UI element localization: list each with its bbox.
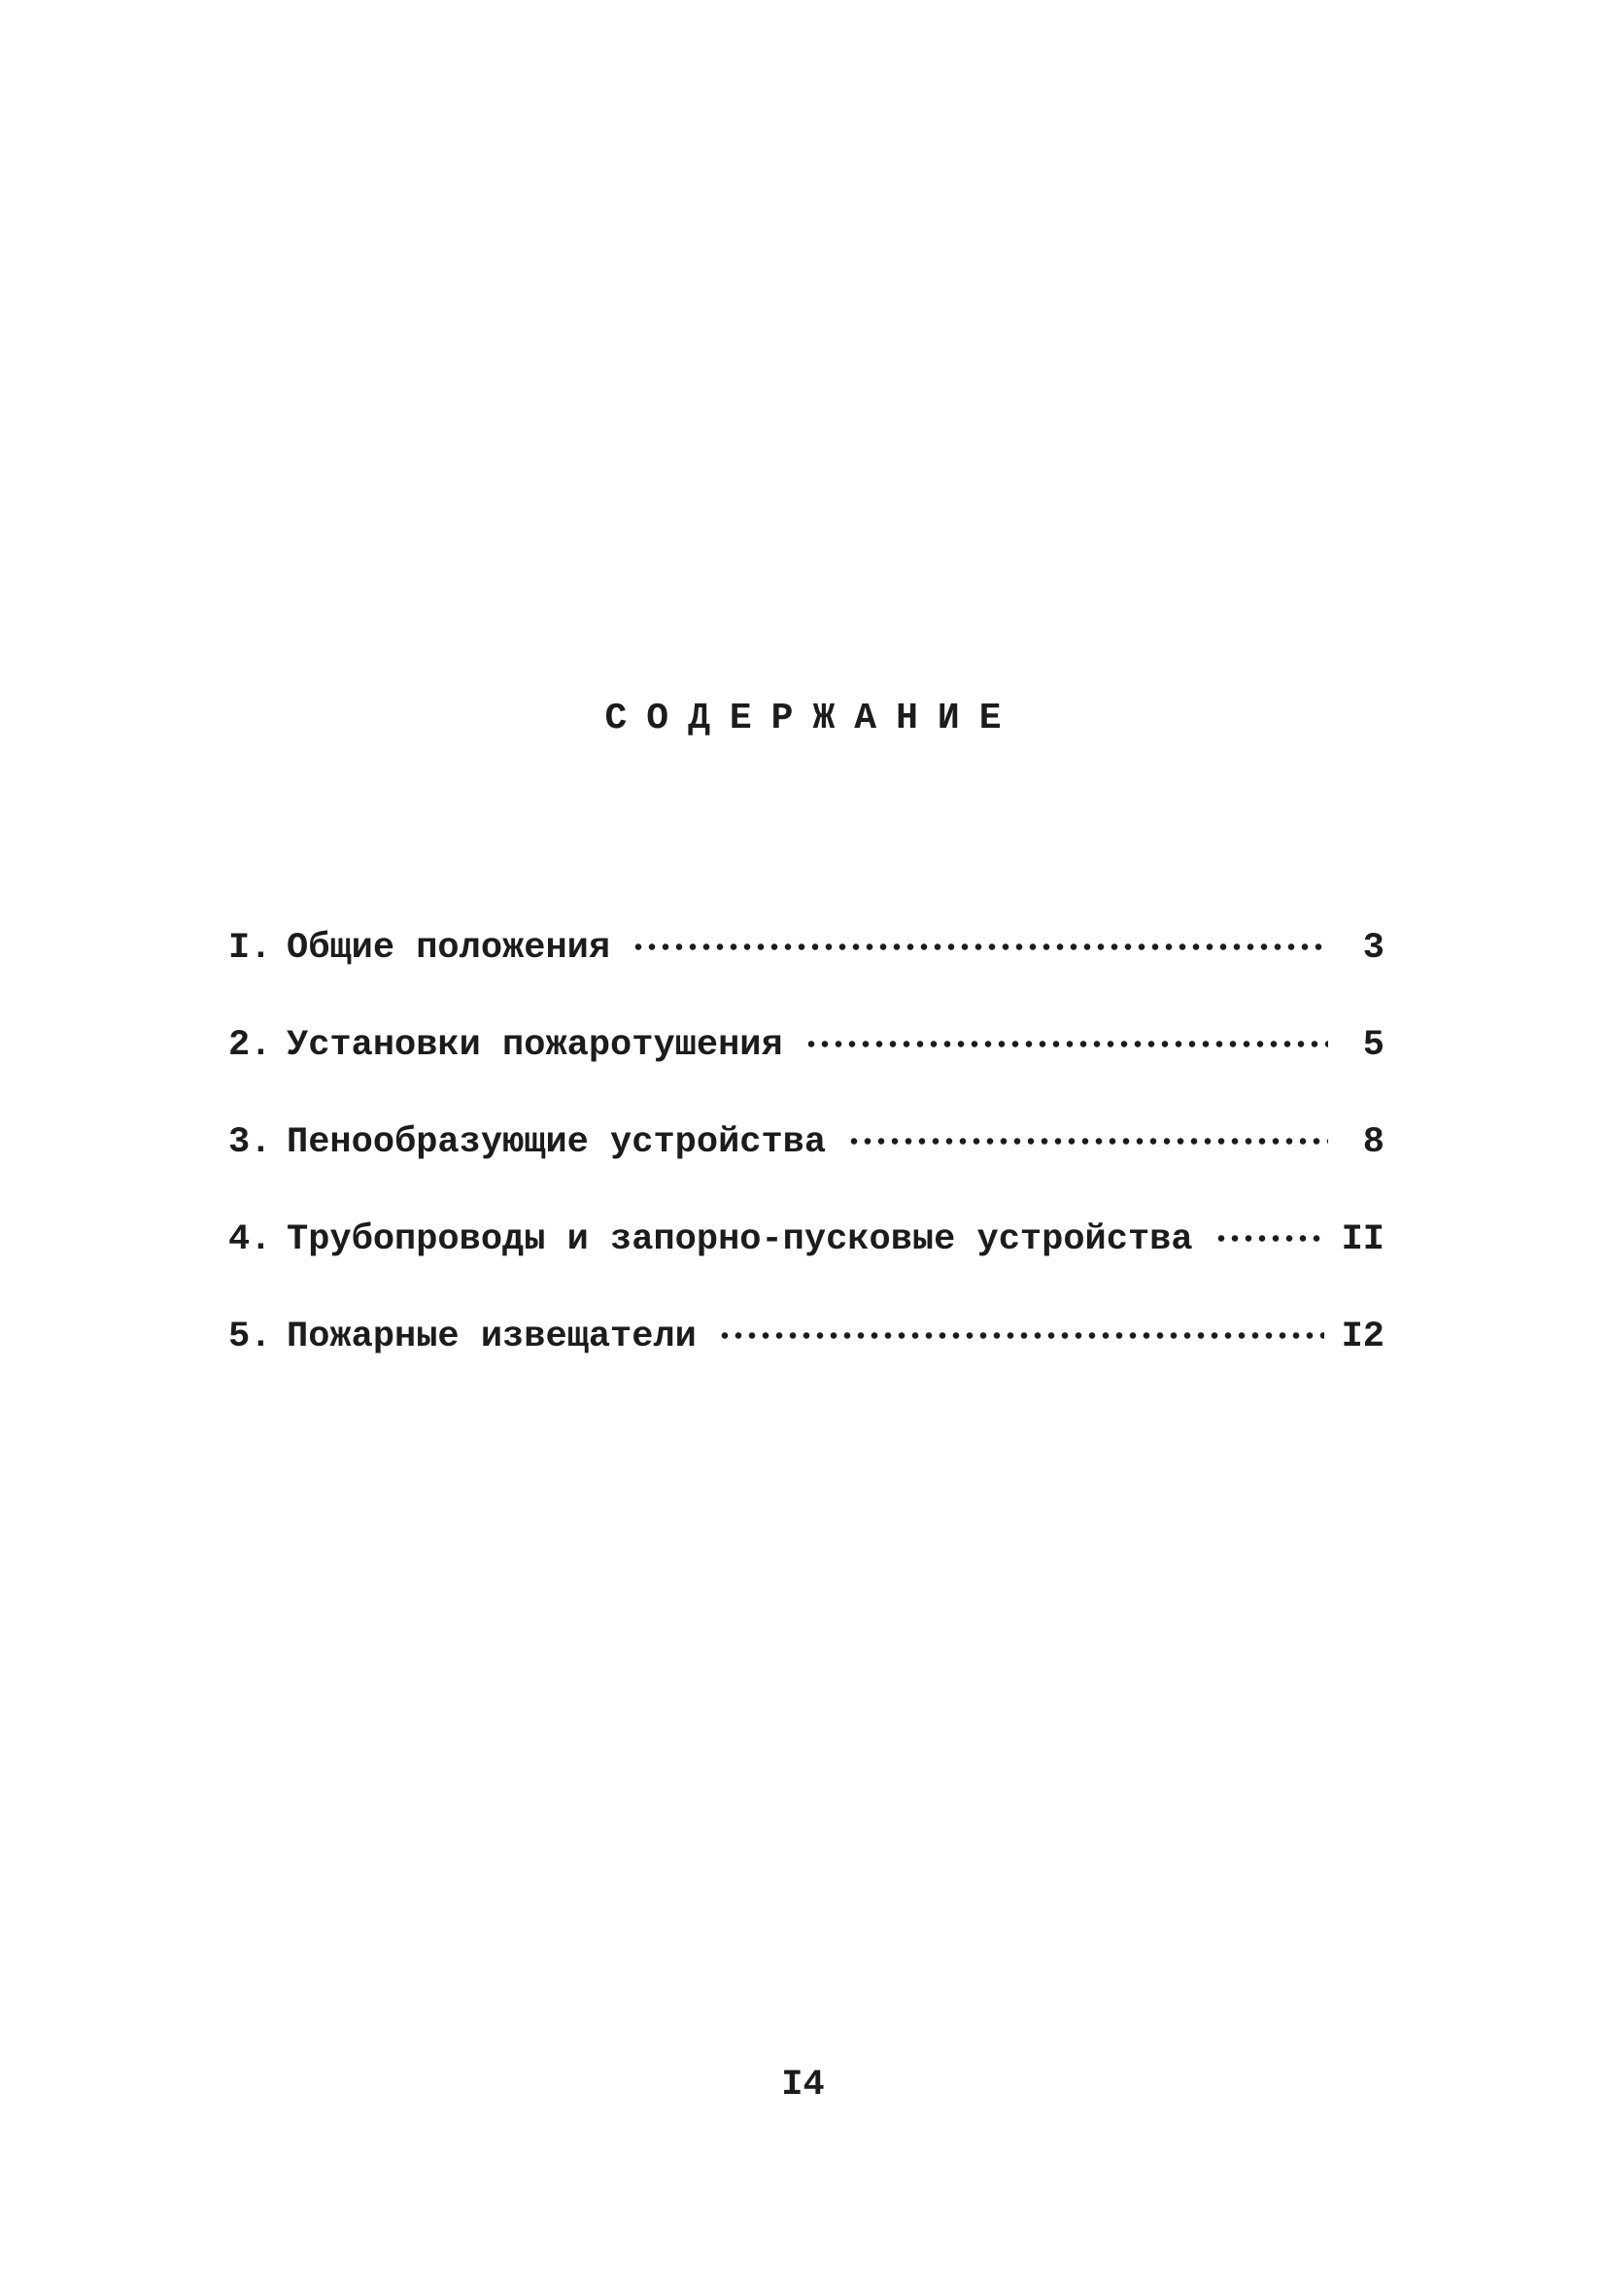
- toc-entry-page: II: [1341, 1219, 1384, 1260]
- dot-leader: [847, 1115, 1328, 1151]
- dot-leader: [1214, 1213, 1324, 1249]
- toc-entry-page: I2: [1341, 1317, 1384, 1357]
- dot-leader: [804, 1018, 1328, 1054]
- toc-entry: [228, 1018, 1384, 1115]
- toc-entry: [228, 1310, 1384, 1407]
- toc-entry-number: 5.: [228, 1317, 272, 1357]
- toc-entry-page: 5: [1362, 1025, 1384, 1066]
- contents-title: СОДЕРЖАНИЕ: [604, 698, 1021, 739]
- toc-entry-title: Трубопроводы и запорно-пусковые устройства: [287, 1219, 1193, 1260]
- toc-entry-title: Общие положения: [287, 928, 611, 969]
- toc-entry-number: 4.: [228, 1219, 272, 1260]
- dot-leader: [632, 921, 1328, 957]
- table-of-contents: [228, 921, 1384, 1407]
- toc-entry: [228, 921, 1384, 1018]
- toc-entry-number: 3.: [228, 1122, 272, 1163]
- toc-entry: [228, 1115, 1384, 1213]
- toc-entry-number: 2.: [228, 1025, 272, 1066]
- toc-entry-page: 8: [1362, 1122, 1384, 1163]
- toc-entry-page: 3: [1362, 928, 1384, 969]
- toc-entry-title: Пожарные извещатели: [287, 1317, 697, 1357]
- toc-entry-title: Пенообразующие устройства: [287, 1122, 827, 1163]
- toc-entry-title: Установки пожаротушения: [287, 1025, 783, 1066]
- page-number: I4: [781, 2065, 825, 2106]
- toc-entry-number: I.: [228, 928, 272, 969]
- toc-entry: [228, 1213, 1384, 1310]
- dot-leader: [718, 1310, 1324, 1346]
